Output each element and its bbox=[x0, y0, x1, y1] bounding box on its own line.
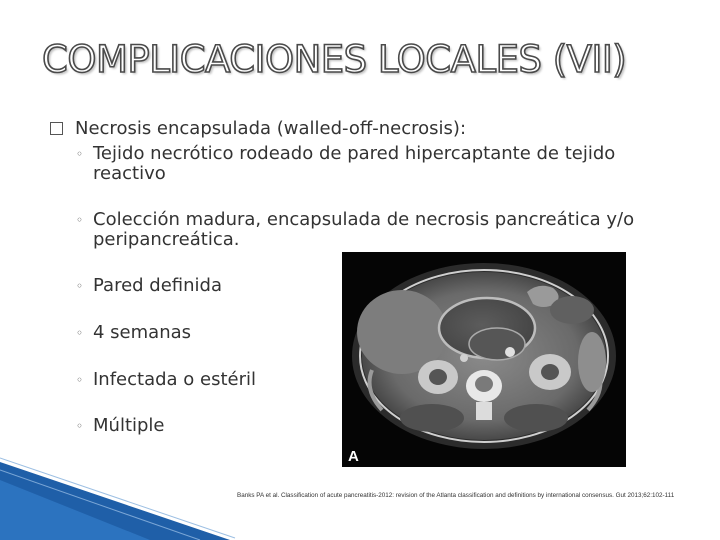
sub-bullet-text: Múltiple bbox=[93, 415, 165, 436]
sub-bullet bbox=[76, 210, 676, 250]
sub-bullet-text: Infectada o estéril bbox=[93, 369, 257, 390]
circle-bullet-icon: ◦ bbox=[76, 279, 84, 293]
sub-bullet bbox=[76, 144, 636, 184]
image-panel-label: A bbox=[348, 448, 359, 465]
circle-bullet-icon: ◦ bbox=[76, 147, 84, 161]
sub-bullet bbox=[76, 323, 191, 343]
ct-scan-image bbox=[342, 252, 626, 467]
sub-bullet bbox=[76, 276, 222, 296]
sub-bullet bbox=[76, 370, 256, 390]
sub-bullet-text: 4 semanas bbox=[93, 322, 192, 343]
sub-bullet-text: Tejido necrótico rodeado de pared hipercaptante de tejido reactivo bbox=[93, 143, 616, 184]
main-bullet-text: Necrosis encapsulada (walled-off-necrosis): bbox=[75, 118, 467, 139]
circle-bullet-icon: ◦ bbox=[76, 326, 84, 340]
sub-bullet bbox=[76, 416, 165, 436]
circle-bullet-icon: ◦ bbox=[76, 373, 84, 387]
ct-scan-graphic bbox=[342, 252, 626, 467]
slide-title: COMPLICACIONES LOCALES (VII) bbox=[42, 38, 627, 81]
corner-decoration bbox=[0, 450, 240, 540]
circle-bullet-icon: ◦ bbox=[76, 419, 84, 433]
main-bullet bbox=[50, 118, 466, 139]
sub-bullet-text: Pared definida bbox=[93, 275, 223, 296]
sub-bullet-text: Colección madura, encapsulada de necrosis pancreática y/o peripancreática. bbox=[93, 209, 635, 250]
checkbox-bullet-icon bbox=[50, 122, 63, 135]
citation: Banks PA et al. Classification of acute pancreatitis-2012: revision of the Atlanta classification and definitions by international consensus. Gut 2013;62:102-111 bbox=[237, 492, 675, 499]
circle-bullet-icon: ◦ bbox=[76, 213, 84, 227]
